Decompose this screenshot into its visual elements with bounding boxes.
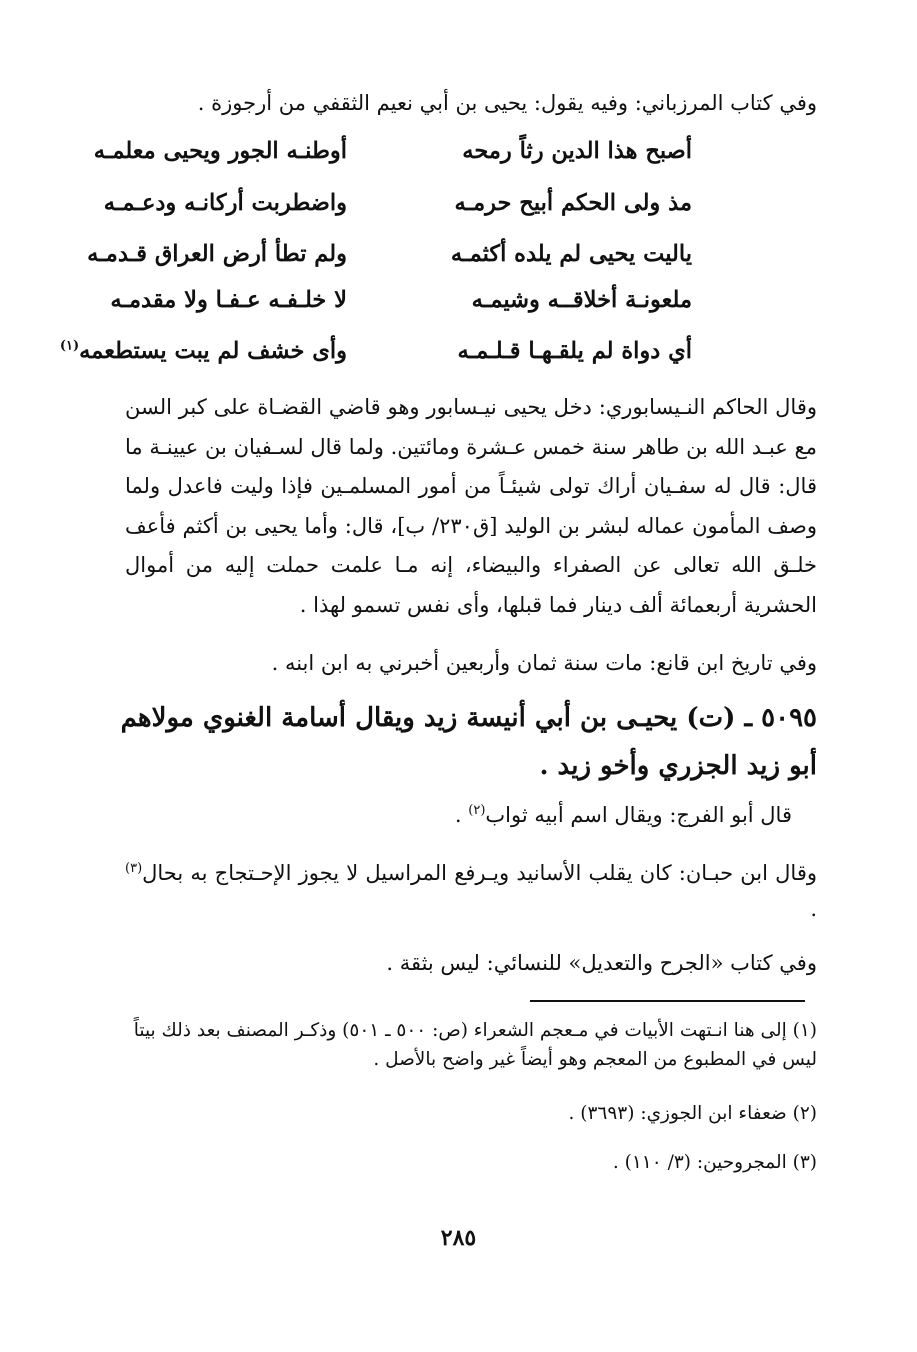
- verse: [59, 336, 817, 376]
- footnote-1: (١) إلى هنا انـتهت الأبيات في مـعجم الشعراء (ص: ٥٠٠ ـ ٥٠١) وذكـر المصنف بعد ذلك بيتاً ليس في المطبوع من المعجم وهو أيضاً غير واضح بالأصل .: [133, 1020, 817, 1070]
- faraj-line: [90, 800, 792, 830]
- hakim-paragraph: وقال الحاكم النـيسابوري: دخل يحيى نيـسابور وهو قاضي القضـاة على كبر السن مع عبـد الله بن طاهر سنة خمس عـشرة ومائتين. ولما قال لسـفيان بن عيينـة ما قال: قال له سفـيان أراك تولى شيئـاً من أمور المسلمـين فإذا وليت فاعدل ولما وصف المأمون عماله لبشر بن الوليد [ق٢٣٠/ ب]، قال: وأما يحيى بن أكثم فأعف خلـق الله تعالى عن الصفراء والبيضاء، إنه مـا علمت حملت إليه من أموال الحشرية أربعمائة ألف دينار فما قبلها، وأى نفس تسمو لهذا .: [125, 395, 817, 617]
- page-number: ٢٨٥: [440, 1225, 477, 1251]
- verse-first-hemistich: ملعونـة أخلاقــه وشيمـه: [471, 287, 692, 313]
- verse-second-text: وأى خشف لم يبت يستطعمه: [79, 338, 347, 364]
- verse: [93, 136, 817, 176]
- hibban-paragraph: [125, 855, 817, 927]
- entry-title: ٥٠٩٥ ـ (ت) يحيـى بن أبي أنيسة زيد ويقال أسامة الغنوي مولاهم أبو زيد الجزري وأخو زيد .: [120, 703, 817, 781]
- verse-second-hemistich: واضطربت أركانـه ودعـمـه: [103, 190, 347, 216]
- verse-first-hemistich: أصبح هذا الدين رثاً رمحه: [462, 138, 692, 164]
- hibban-text: وقال ابن حبـان: كان يقلب الأسانيد ويـرفع المراسيل لا يجوز الإحـتجاج به بحال: [142, 861, 817, 885]
- verse-second-hemistich: لا خلـفـه عـفـا ولا مقدمـه: [110, 287, 347, 313]
- verse-first-hemistich: مذ ولى الحكم أبيح حرمـه: [454, 190, 692, 216]
- verse-first-hemistich: أي دواة لم يلقـهـا قـلـمـه: [457, 338, 692, 364]
- verse-second-hemistich: ولم تطأ أرض العراق قـدمـه: [87, 241, 347, 267]
- hibban-end: .: [810, 897, 817, 921]
- footnote-2: (٢) ضعفاء ابن الجوزي: (٣٦٩٣) .: [568, 1103, 817, 1124]
- faraj-text: قال أبو الفرج: ويقال اسم أبيه ثواب: [485, 803, 792, 827]
- footnote-divider: [530, 1000, 805, 1002]
- intro-line: وفي كتاب المرزباني: وفيه يقول: يحيى بن أبي نعيم الثقفي من أرجوزة .: [197, 91, 817, 115]
- verse: [110, 285, 817, 325]
- nasai-line: وفي كتاب «الجرح والتعديل» للنسائي: ليس بثقة .: [386, 951, 817, 975]
- footnote-ref-2: (٢): [468, 803, 486, 818]
- verse: [87, 239, 817, 279]
- qani-line: وفي تاريخ ابن قانع: مات سنة ثمان وأربعين أخبرني به ابن ابنه .: [271, 651, 817, 675]
- footnote-ref-1: (١): [59, 338, 80, 354]
- verse: [103, 188, 817, 228]
- verse-second-hemistich: أوطنـه الجور ويحيى معلمـه: [93, 138, 347, 164]
- footnote-3: (٣) المجروحين: (٣/ ١١٠) .: [612, 1152, 817, 1173]
- verse-second-hemistich: [60, 336, 347, 366]
- verse-first-hemistich: ياليت يحيى لم يلده أكثمـه: [450, 241, 692, 267]
- footnote-ref-3: (٣): [125, 861, 143, 876]
- faraj-end: .: [454, 803, 469, 827]
